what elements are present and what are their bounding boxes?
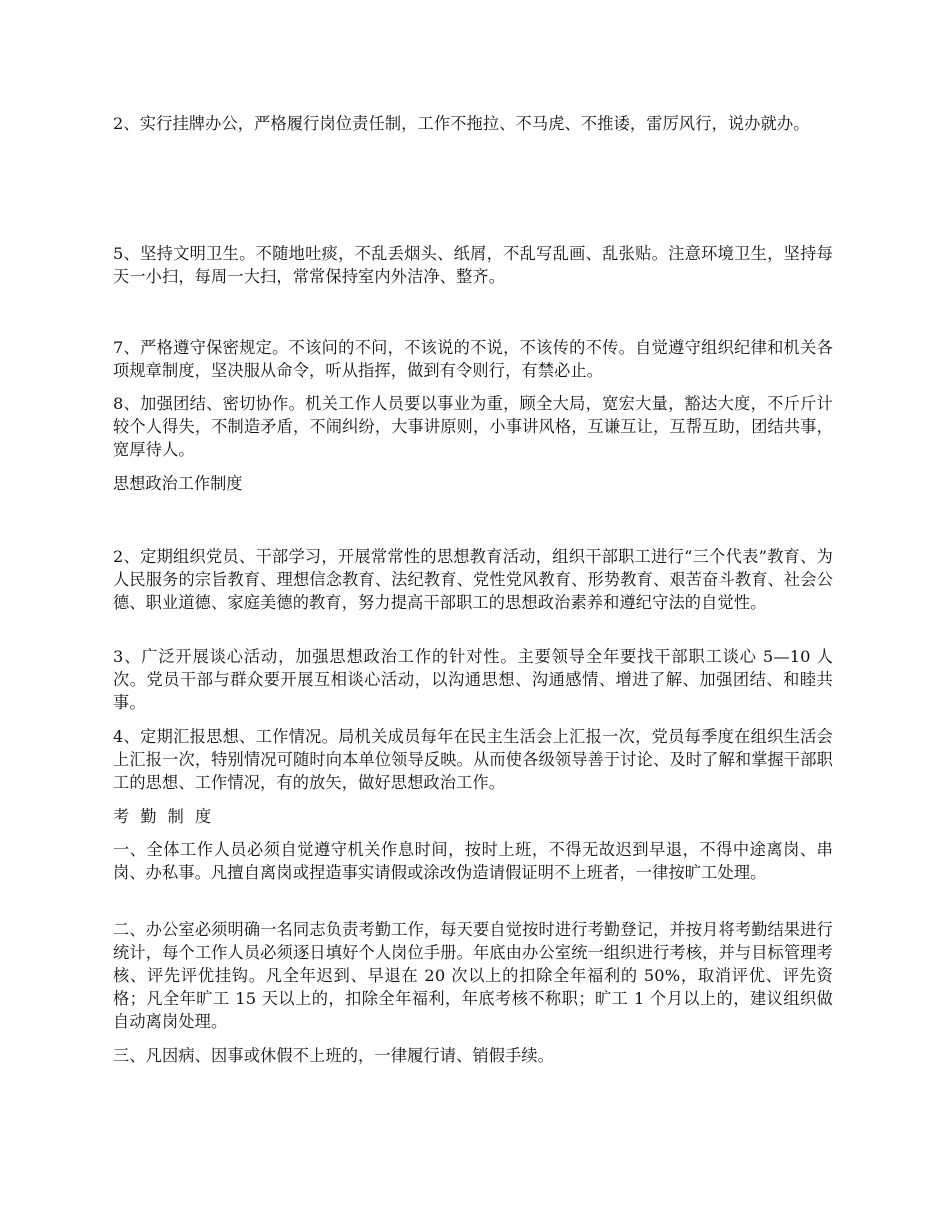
paragraph-item-2-office: 2、实行挂牌办公，严格履行岗位责任制，工作不拖拉、不马虎、不推诿，雷厉风行，说办就办。 xyxy=(113,114,810,133)
heading-political-work: 思想政治工作制度 xyxy=(113,474,243,493)
paragraph-rule-2: 二、办公室必须明确一名同志负责考勤工作，每天要自觉按时进行考勤登记，并按月将考勤结果进行统计，每个工作人员必须逐日填好个人岗位手册。年底由办公室统一组织进行考核，并与目标管理考核、评先评优挂钩。凡全年迟到、早退在 20 次以上的扣除全年福利的 50%，取消评优、评先资格；凡全年旷工 15 天以上的，扣除全年福利，年底考核不称职；旷工 1 个月以上的，建议组织做自动离岗处理。 xyxy=(113,920,833,1031)
paragraph-item-3-talks: 3、广泛开展谈心活动，加强思想政治工作的针对性。主要领导全年要找干部职工谈心 5—10 人次。党员干部与群众要开展互相谈心活动，以沟通思想、沟通感情、增进了解、加强团结、和睦共事。 xyxy=(113,647,833,712)
heading-attendance: 考 勤 制 度 xyxy=(113,807,215,826)
paragraph-item-2-study: 2、定期组织党员、干部学习，开展常常性的思想教育活动，组织干部职工进行“三个代表”教育、为人民服务的宗旨教育、理想信念教育、法纪教育、党性党风教育、形势教育、艰苦奋斗教育、社会公德、职业道德、家庭美德的教育，努力提高干部职工的思想政治素养和遵纪守法的自觉性。 xyxy=(113,547,833,612)
paragraph-rule-3: 三、凡因病、因事或休假不上班的，一律履行请、销假手续。 xyxy=(113,1046,555,1065)
paragraph-item-5-hygiene: 5、坚持文明卫生。不随地吐痰，不乱丢烟头、纸屑，不乱写乱画、乱张贴。注意环境卫生，坚持每天一小扫，每周一大扫，常常保持室内外洁净、整齐。 xyxy=(113,244,833,286)
paragraph-item-8-unity: 8、加强团结、密切协作。机关工作人员要以事业为重，顾全大局，宽宏大量，豁达大度，不斤斤计较个人得失，不制造矛盾，不闹纠纷，大事讲原则，小事讲风格，互谦互让，互帮互助，团结共事，宽厚待人。 xyxy=(113,394,833,459)
paragraph-item-7-secrecy: 7、严格遵守保密规定。不该问的不问，不该说的不说，不该传的不传。自觉遵守组织纪律和机关各项规章制度，坚决服从命令，听从指挥，做到有令则行，有禁必止。 xyxy=(113,338,833,380)
paragraph-rule-1: 一、全体工作人员必须自觉遵守机关作息时间，按时上班，不得无故迟到早退，不得中途离岗、串岗、办私事。凡擅自离岗或捏造事实请假或涂改伪造请假证明不上班者，一律按旷工处理。 xyxy=(113,840,833,882)
paragraph-item-4-report: 4、定期汇报思想、工作情况。局机关成员每年在民主生活会上汇报一次，党员每季度在组织生活会上汇报一次，特别情况可随时向本单位领导反映。从而使各级领导善于讨论、及时了解和掌握干部职工的思想、工作情况，有的放矢，做好思想政治工作。 xyxy=(113,727,833,792)
